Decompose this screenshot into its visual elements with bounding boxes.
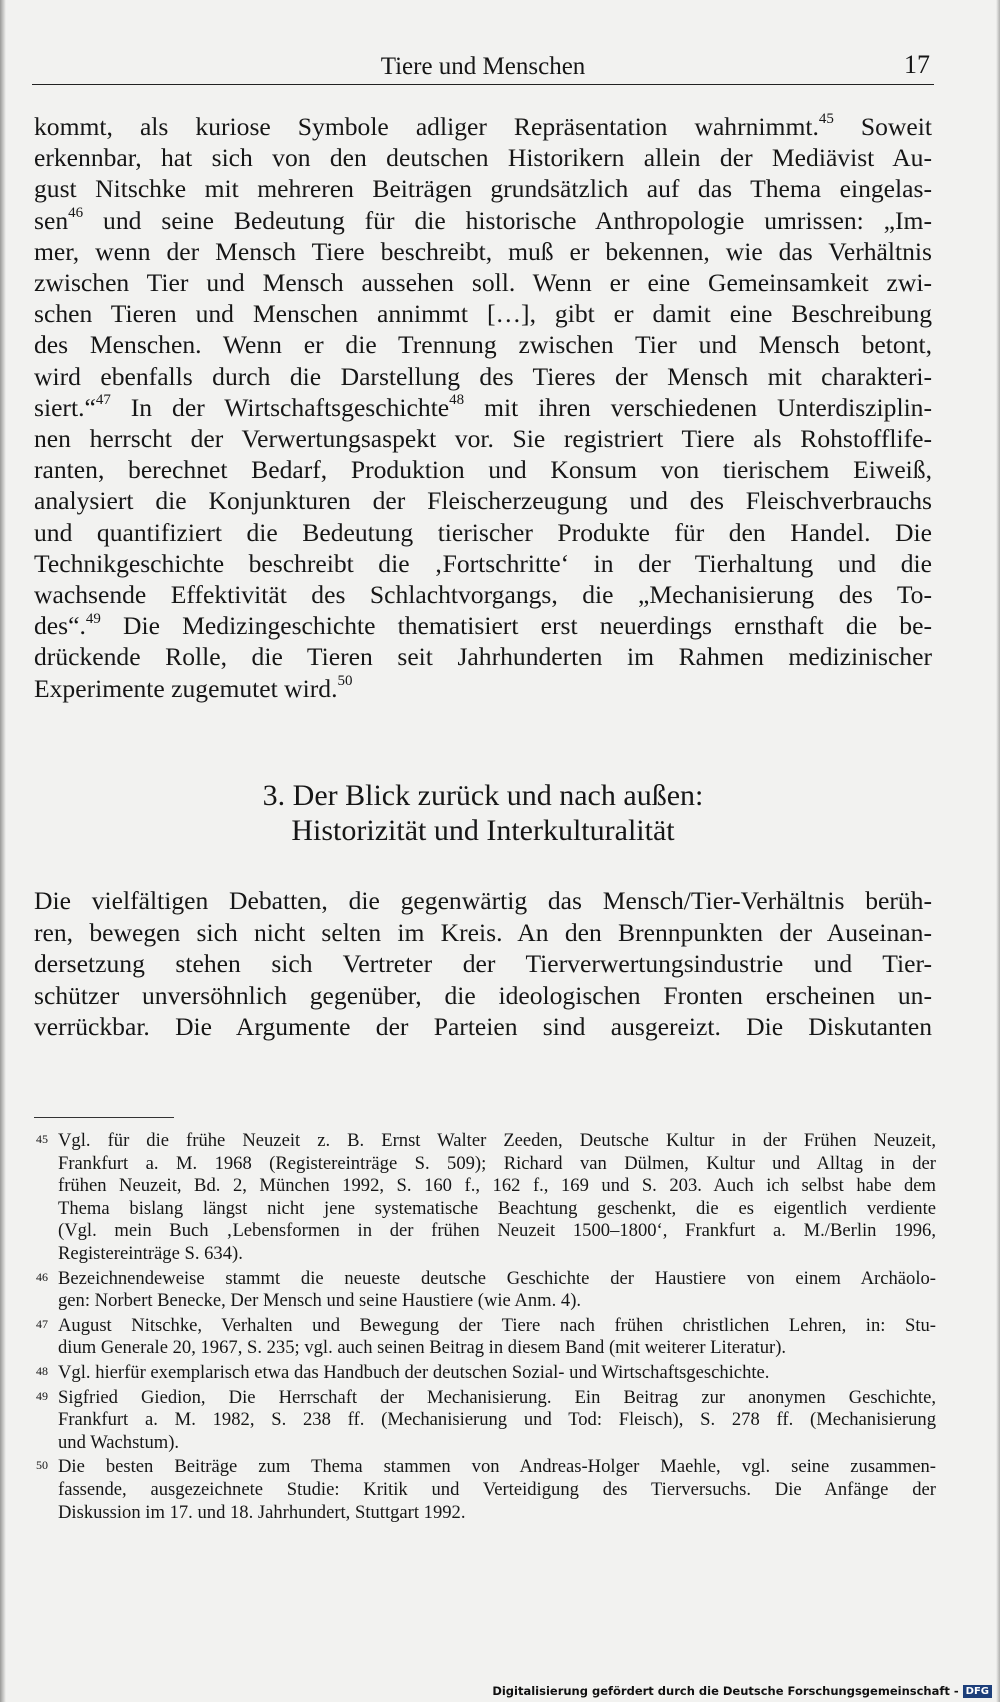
body-line-text: gust Nitschke mit mehreren Beiträgen grundsätzlich auf das Thema eingelas- (34, 174, 932, 204)
section-line: Die vielfältigen Debatten, die gegenwärtig das Mensch/Tier-Verhältnis berüh- (34, 886, 932, 915)
body-line (34, 205, 932, 236)
body-line (34, 142, 932, 173)
body-line-text: und seine Bedeutung für die historische Anthropologie umrissen: „Im- (83, 205, 932, 235)
footnote (34, 1315, 936, 1360)
body-line (34, 423, 932, 454)
body-line (34, 579, 932, 610)
footnote-line: fassende, ausgezeichnete Studie: Kritik und Verteidigung des Tierversuchs. Die Anfänge der (58, 1478, 936, 1500)
footnote-ref[interactable]: 47 (95, 392, 111, 409)
footnote-line: Diskussion im 17. und 18. Jahrhundert, Stuttgart 1992. (58, 1501, 466, 1523)
footnote-line: Sigfried Giedion, Die Herrschaft der Mechanisierung. Ein Beitrag zur anonymen Geschichte, (58, 1386, 936, 1408)
footnote-ref[interactable]: 50 (337, 673, 353, 690)
footnote-line: August Nitschke, Verhalten und Bewegung der Tiere nach frühen christlichen Lehren, in: Stu- (58, 1314, 936, 1336)
credit-text: Digitalisierung gefördert durch die Deutsche Forschungsgemeinschaft - (492, 1684, 959, 1698)
body-line-text: des“. (34, 611, 86, 641)
body-line (34, 610, 932, 641)
footnote-number: 45 (36, 1132, 48, 1146)
footnote-line: gen: Norbert Benecke, Der Mensch und seine Haustiere (wie Anm. 4). (58, 1290, 582, 1312)
body-line-text: zwischen Tier und Mensch aussehen soll. Wenn er eine Gemeinsamkeit zwi- (34, 268, 932, 298)
section-line: verrückbar. Die Argumente der Parteien sind ausgereizt. Die Diskutanten (34, 1012, 932, 1042)
footnote-line: Registereinträge S. 634). (58, 1242, 243, 1264)
footnote-line: Vgl. hierfür exemplarisch etwa das Handbuch der deutschen Sozial- und Wirtschaftsgeschichte. (58, 1361, 770, 1383)
section-heading-line-2: Historizität und Interkulturalität (291, 814, 675, 847)
body-line (34, 392, 932, 423)
footnote (34, 1387, 936, 1455)
body-line-text: mit ihren verschiedenen Unterdisziplin- (464, 392, 932, 422)
body-line-text: nen herrscht der Verwertungsaspekt vor. Sie registriert Tiere als Rohstofflife- (34, 424, 932, 454)
body-line (34, 517, 932, 548)
body-line-text: siert.“ (34, 392, 96, 422)
body-line-text: erkennbar, hat sich von den deutschen Historikern allein der Mediävist Au- (34, 143, 932, 173)
body-line (34, 111, 932, 142)
footnotes (34, 1130, 936, 1526)
page-edge-right (996, 0, 1000, 1702)
body-line-text: wachsende Effektivität des Schlachtvorgangs, die „Mechanisierung des To- (34, 580, 932, 610)
body-line-text: des Menschen. Wenn er die Trennung zwischen Tier und Mensch betont, (34, 330, 932, 360)
body-line (34, 361, 932, 392)
body-line-text: kommt, als kuriose Symbole adliger Repräsentation wahrnimmt. (34, 112, 819, 141)
running-head (32, 52, 934, 85)
section-heading (34, 778, 932, 848)
footnote (34, 1362, 936, 1385)
body-line-text: Soweit (833, 112, 932, 141)
footnote-line: Die besten Beiträge zum Thema stammen von Andreas-Holger Maehle, vgl. seine zusammen- (58, 1456, 936, 1478)
body-line-text: sen (34, 205, 69, 235)
section-line: dersetzung stehen sich Vertreter der Tierverwertungsindustrie und Tier- (34, 949, 932, 979)
body-line-text: Die Medizingeschichte thematisiert erst neuerdings ernsthaft die be- (100, 611, 932, 641)
footnote-line: Frankfurt a. M. 1982, S. 238 ff. (Mechanisierung und Tod: Fleisch), S. 278 ff. (Mechanisierung (58, 1409, 936, 1431)
body-line (34, 236, 932, 267)
footnote-line: Frankfurt a. M. 1968 (Registereinträge S. 509); Richard van Dülmen, Kultur und Alltag in der (58, 1152, 936, 1174)
section-line: ren, bewegen sich nicht selten im Kreis. An den Brennpunkten der Auseinan- (34, 917, 932, 947)
body-line-text: In der Wirtschaftsgeschichte (110, 392, 450, 422)
dfg-logo: DFG (963, 1685, 992, 1698)
digitization-credit (492, 1684, 992, 1698)
footnote-ref[interactable]: 46 (68, 205, 84, 222)
body-line-text: mer, wenn der Mensch Tiere beschreibt, muß er bekennen, wie das Verhältnis (34, 236, 932, 266)
footnote (34, 1130, 936, 1266)
section-line: schützer unversöhnlich gegenüber, die ideologischen Fronten erscheinen un- (34, 980, 932, 1010)
footnote-rule (34, 1117, 174, 1118)
footnote-line: und Wachstum). (58, 1431, 180, 1453)
footnote-line: Bezeichnendeweise stammt die neueste deutsche Geschichte der Haustiere von einem Archäolo- (58, 1267, 936, 1289)
body-line (34, 485, 932, 516)
body-line (34, 454, 932, 485)
body-line-text: Technikgeschichte beschreibt die ‚Fortschritte‘ in der Tierhaltung und die (34, 548, 932, 578)
footnote-number: 48 (36, 1363, 48, 1378)
section-text (34, 885, 932, 1043)
body-line-text: wird ebenfalls durch die Darstellung des Tieres der Mensch mit charakteri- (34, 361, 932, 391)
section-heading-line-1: 3. Der Blick zurück und nach außen: (262, 779, 704, 812)
body-line (34, 298, 932, 329)
page-edge-left (0, 0, 6, 1702)
footnote-ref[interactable]: 45 (818, 111, 834, 128)
body-line (34, 548, 932, 579)
body-line-text: und quantifiziert die Bedeutung tierischer Produkte für den Handel. Die (34, 517, 932, 547)
footnote-ref[interactable]: 48 (449, 392, 465, 409)
footnote-number: 47 (36, 1316, 48, 1331)
footnote-number: 49 (36, 1388, 48, 1403)
body-line-text: drückende Rolle, die Tieren seit Jahrhunderten im Rahmen medizinischer (34, 642, 932, 672)
body-line (34, 173, 932, 204)
footnote-number: 50 (36, 1458, 48, 1473)
running-title: Tiere und Menschen (380, 53, 586, 80)
body-line (34, 641, 932, 672)
footnote-line: dium Generale 20, 1967, S. 235; vgl. auch seinen Beitrag in diesem Band (mit weiterer Literatur). (58, 1337, 787, 1359)
body-line-text: Experimente zugemutet wird. (34, 673, 338, 703)
footnote-number: 46 (36, 1269, 48, 1284)
footnote-line: frühen Neuzeit, Bd. 2, München 1992, S. 160 f., 162 f., 169 und S. 203. Auch ich selbst habe dem (58, 1175, 936, 1197)
footnote-line: Thema bislang längst nicht jene systematische Beachtung geschenkt, die es eigentlich verdiente (58, 1197, 936, 1219)
page-number: 17 (904, 50, 930, 79)
body-line (34, 673, 932, 704)
body-line-text: ranten, berechnet Bedarf, Produktion und Konsum von tierischem Eiweiß, (34, 455, 932, 485)
footnote-line: Vgl. für die frühe Neuzeit z. B. Ernst Walter Zeeden, Deutsche Kultur in der Frühen Neuzeit, (58, 1130, 936, 1151)
footnote-ref[interactable]: 49 (85, 610, 101, 627)
body-line (34, 329, 932, 360)
footnote-line: (Vgl. mein Buch ‚Lebensformen in der frühen Neuzeit 1500–1800‘, Frankfurt a. M./Berlin 1996, (58, 1220, 936, 1242)
body-text (34, 111, 932, 704)
body-line-text: schen Tieren und Menschen annimmt […], gibt er damit eine Beschreibung (34, 299, 932, 329)
body-line-text: analysiert die Konjunkturen der Fleischerzeugung und des Fleischverbrauchs (34, 486, 932, 516)
footnote (34, 1268, 936, 1313)
footnote (34, 1456, 936, 1524)
body-line (34, 267, 932, 298)
